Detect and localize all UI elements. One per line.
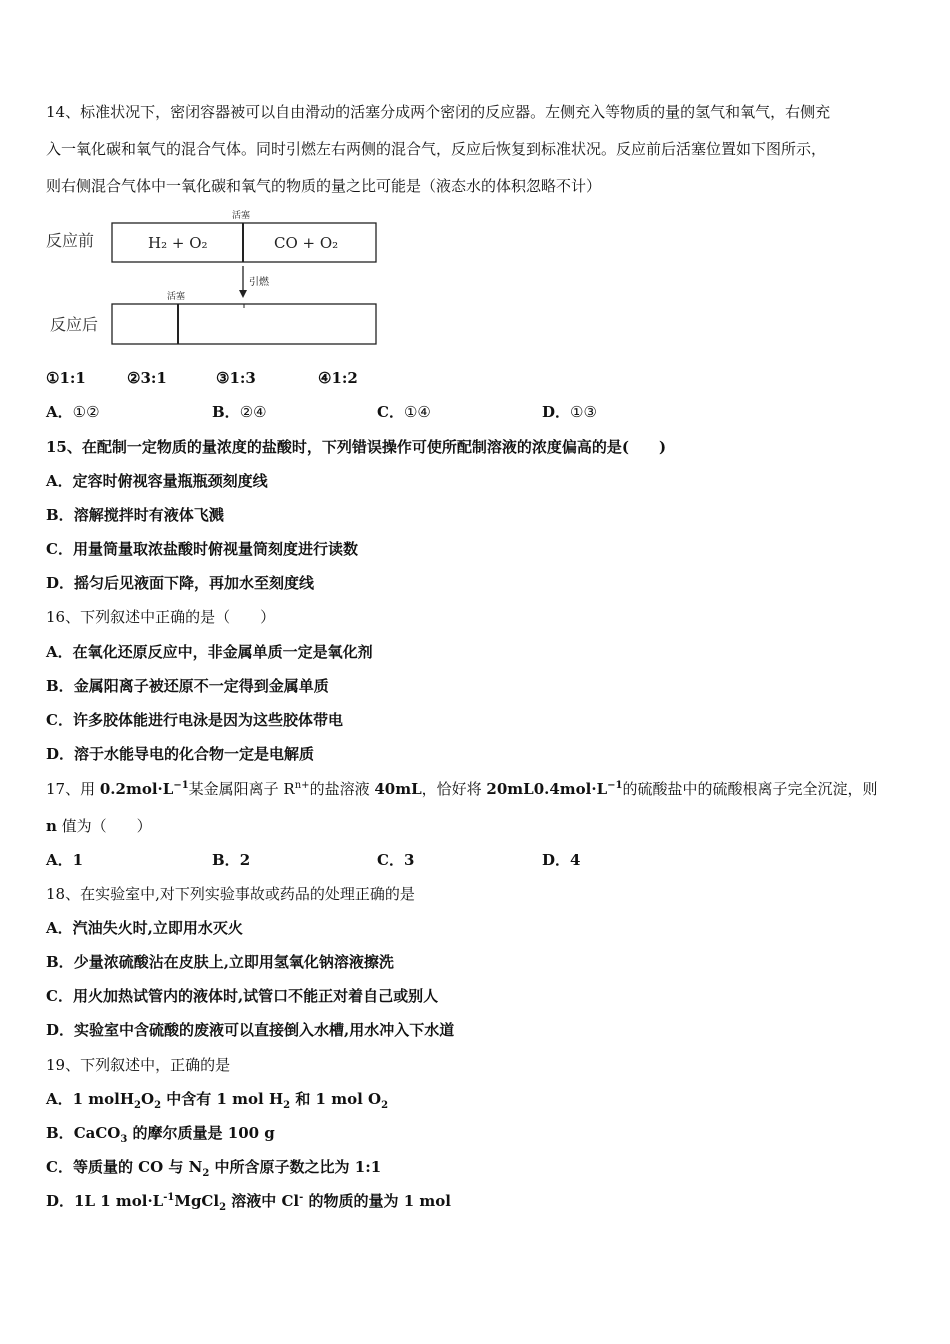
option-text: MgCl	[174, 1192, 220, 1210]
option-letter: A．	[46, 1090, 73, 1108]
option-text: 定容时俯视容量瓶瓶颈刻度线	[72, 472, 268, 490]
stem-sup: −1	[607, 780, 623, 791]
option-text: 的物质的量为 1 mol	[303, 1192, 451, 1210]
q14-ratio-4: ④1:2	[318, 369, 358, 387]
option-letter: D．	[46, 745, 75, 763]
stem-text: 40mL	[374, 780, 422, 798]
option-text: 和 1 mol O	[290, 1090, 382, 1108]
q14-ratio-1: ①1:1	[46, 369, 86, 387]
option-sup: -	[299, 1192, 304, 1203]
option-sub: 3	[120, 1134, 128, 1145]
option-text: 溶解搅拌时有液体飞溅	[73, 506, 224, 524]
stem-text: 17、用	[46, 780, 100, 798]
option-sub: 2	[381, 1100, 389, 1111]
option-sub: 2	[202, 1168, 210, 1179]
option-letter: C．	[46, 540, 73, 558]
left-gas-label: H₂ + O₂	[148, 234, 208, 252]
option-text: ②④	[239, 403, 267, 421]
stem-text: 0.2mol·L	[99, 780, 174, 798]
option-letter: A．	[46, 919, 73, 937]
ignite-label: 引燃	[249, 277, 269, 288]
q14-option-d[interactable]	[542, 402, 597, 422]
option-text: 摇匀后见液面下降，再加水至刻度线	[74, 574, 315, 592]
option-letter: A．	[46, 643, 73, 661]
option-letter: B．	[46, 506, 74, 524]
q15-option-b[interactable]	[46, 505, 224, 525]
q17-option-c[interactable]	[377, 850, 414, 870]
after-container	[112, 304, 376, 344]
option-text: CaCO	[73, 1124, 121, 1142]
option-text: 1L 1 mol·L	[74, 1192, 164, 1210]
q14-ratio-2: ②3:1	[127, 369, 167, 387]
q15-stem: 15、在配制一定物质的量浓度的盐酸时，下列错误操作可使所配制溶液的浓度偏高的是( )	[46, 438, 667, 456]
q16-option-a[interactable]	[46, 642, 373, 662]
q19-option-c[interactable]	[46, 1157, 381, 1177]
option-text: 的摩尔质量是 100 g	[127, 1124, 275, 1142]
after-label: 反应后	[50, 315, 99, 334]
q16-stem: 16、下列叙述中正确的是（ ）	[46, 608, 276, 626]
stem-text: 值为（ ）	[56, 817, 152, 835]
q17-stem-line2	[46, 816, 152, 836]
q15-option-c[interactable]	[46, 539, 358, 559]
q14-option-a[interactable]	[46, 402, 100, 422]
q15-option-a[interactable]	[46, 471, 268, 491]
option-text: 许多胶体能进行电泳是因为这些胶体带电	[72, 711, 343, 729]
q14-stem-line2: 入一氧化碳和氧气的混合气体。同时引燃左右两侧的混合气，反应后恢复到标准状况。反应前后活塞位置如下图所示，	[46, 140, 827, 158]
ignite-arrow-head	[239, 290, 247, 298]
q15-option-d[interactable]	[46, 573, 314, 593]
option-text: 2	[239, 851, 251, 869]
option-letter: D．	[46, 1192, 75, 1210]
stem-sup: −1	[173, 780, 189, 791]
option-letter: A．	[46, 472, 73, 490]
right-gas-label: CO + O₂	[274, 234, 339, 252]
q14-option-b[interactable]	[212, 402, 267, 422]
option-sub: 2	[219, 1202, 227, 1213]
option-letter: D．	[46, 1021, 75, 1039]
stem-text: 的盐溶液	[309, 780, 375, 798]
option-sub: 2	[283, 1100, 291, 1111]
option-letter: D．	[46, 574, 75, 592]
q16-option-b[interactable]	[46, 676, 329, 696]
option-letter: C．	[377, 403, 404, 421]
option-letter: A．	[46, 403, 73, 421]
q19-option-d[interactable]	[46, 1191, 451, 1211]
q18-option-b[interactable]	[46, 952, 394, 972]
before-label: 反应前	[46, 231, 95, 250]
option-letter: C．	[46, 987, 73, 1005]
stem-text: n	[46, 817, 57, 835]
option-text: 汽油失火时,立即用水灭火	[72, 919, 243, 937]
option-text: 1 molH	[72, 1090, 135, 1108]
option-text: 中含有 1 mol H	[161, 1090, 284, 1108]
q16-option-d[interactable]	[46, 744, 314, 764]
option-text: 3	[403, 851, 415, 869]
option-text: ①③	[570, 403, 597, 421]
option-letter: B．	[212, 403, 240, 421]
option-text: 溶液中 Cl	[226, 1192, 300, 1210]
option-text: 等质量的 CO 与 N	[72, 1158, 203, 1176]
before-piston-label: 活塞	[232, 211, 251, 221]
option-text: O	[141, 1090, 155, 1108]
q18-option-c[interactable]	[46, 986, 438, 1006]
option-text: 4	[570, 851, 581, 869]
piston-diagram	[46, 208, 386, 350]
option-text: 溶于水能导电的化合物一定是电解质	[74, 745, 315, 763]
q19-stem: 19、下列叙述中，正确的是	[46, 1056, 231, 1074]
option-letter: C．	[377, 851, 404, 869]
q17-option-a[interactable]	[46, 850, 83, 870]
q17-option-d[interactable]	[542, 850, 580, 870]
stem-text: 的硫酸盐中的硫酸根离子完全沉淀，则	[622, 780, 878, 798]
option-letter: D．	[542, 851, 571, 869]
option-text: 1	[72, 851, 84, 869]
option-text: 实验室中含硫酸的废液可以直接倒入水槽,用水冲入下水道	[74, 1021, 455, 1039]
option-letter: A．	[46, 851, 73, 869]
stem-text: ，恰好将	[421, 780, 487, 798]
stem-sup: n+	[294, 780, 310, 791]
q14-stem-line1: 14、标准状况下，密闭容器被可以自由滑动的活塞分成两个密闭的反应器。左侧充入等物质的量的氢气和氧气，右侧充	[46, 103, 831, 121]
option-letter: D．	[542, 403, 571, 421]
option-sub: 2	[154, 1100, 162, 1111]
option-text: ①④	[403, 403, 431, 421]
q17-stem-line1	[46, 779, 878, 799]
q17-option-b[interactable]	[212, 850, 250, 870]
stem-text: 某金属阳离子 R	[188, 780, 295, 798]
q14-stem-line3: 则右侧混合气体中一氧化碳和氧气的物质的量之比可能是（液态水的体积忽略不计）	[46, 177, 602, 195]
q19-option-b[interactable]	[46, 1123, 275, 1143]
q16-option-c[interactable]	[46, 710, 343, 730]
option-sup: -1	[163, 1192, 175, 1203]
option-sub: 2	[134, 1100, 142, 1111]
option-letter: C．	[46, 1158, 73, 1176]
option-text: 用火加热试管内的液体时,试管口不能正对着自己或别人	[72, 987, 439, 1005]
q14-ratio-3: ③1:3	[216, 369, 256, 387]
after-piston-label: 活塞	[167, 292, 186, 302]
q19-option-a[interactable]	[46, 1089, 388, 1109]
option-text: 中所含原子数之比为 1:1	[209, 1158, 382, 1176]
option-text: 在氧化还原反应中，非金属单质一定是氧化剂	[72, 643, 373, 661]
option-letter: B．	[46, 1124, 74, 1142]
option-letter: C．	[46, 711, 73, 729]
q14-option-c[interactable]	[377, 402, 431, 422]
option-letter: B．	[46, 953, 74, 971]
option-letter: B．	[212, 851, 240, 869]
option-text: 少量浓硫酸沾在皮肤上,立即用氢氧化钠溶液擦洗	[73, 953, 394, 971]
stem-text: 20mL0.4mol·L	[486, 780, 608, 798]
q18-stem: 18、在实验室中,对下列实验事故或药品的处理正确的是	[46, 885, 415, 903]
q18-option-d[interactable]	[46, 1020, 454, 1040]
option-letter: B．	[46, 677, 74, 695]
option-text: 金属阳离子被还原不一定得到金属单质	[73, 677, 329, 695]
option-text: ①②	[72, 403, 100, 421]
q18-option-a[interactable]	[46, 918, 243, 938]
option-text: 用量筒量取浓盐酸时俯视量筒刻度进行读数	[72, 540, 358, 558]
